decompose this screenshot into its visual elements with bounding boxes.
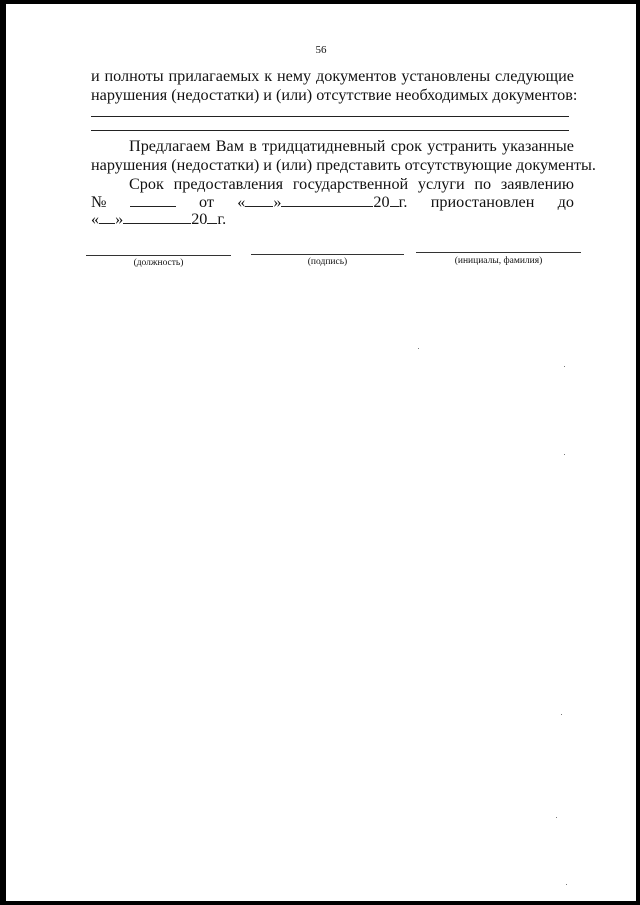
year-suffix: г. (217, 210, 227, 228)
word: и (91, 67, 100, 85)
document-page (6, 4, 636, 901)
word: устранить (427, 137, 497, 155)
word: тридцатидневный (262, 137, 386, 155)
suspended-until-month-field[interactable] (123, 209, 191, 224)
word: приостановлен (430, 193, 535, 211)
scan-speck (561, 714, 562, 715)
paragraph-1-line-1 (91, 67, 574, 86)
word: следующие (494, 67, 574, 85)
word: нему (276, 67, 312, 85)
year-prefix: 20 (191, 210, 208, 228)
application-year-field[interactable] (390, 192, 399, 207)
word: к (264, 67, 273, 85)
paragraph-1-line-2: нарушения (недостатки) и (или) отсутствие необходимых документов: (91, 86, 578, 104)
scan-speck (564, 454, 565, 455)
word: Вам (215, 137, 244, 155)
paragraph-3-line-3 (91, 209, 226, 229)
word: указанные (502, 137, 574, 155)
application-day-field[interactable] (245, 192, 273, 207)
fill-in-line-1[interactable] (91, 116, 569, 117)
word: полноты (104, 67, 164, 85)
year-suffix: г. (398, 193, 408, 211)
year-prefix: 20 (373, 193, 390, 211)
number-sign: № (91, 193, 107, 211)
word: до (557, 193, 574, 211)
word: срок (390, 137, 422, 155)
name-caption: (инициалы, фамилия) (454, 256, 543, 266)
word: установлены (401, 67, 491, 85)
word: Предлагаем (129, 137, 211, 155)
word: по (474, 175, 492, 193)
paragraph-2-line-1 (129, 137, 574, 156)
application-number-field[interactable] (130, 192, 176, 207)
scan-speck (418, 348, 419, 349)
word: заявлению (500, 175, 574, 193)
signature-line[interactable] (251, 254, 404, 255)
word: Срок (129, 175, 164, 193)
scan-speck (556, 817, 557, 818)
application-month-field[interactable] (281, 192, 373, 207)
application-date-group (237, 192, 407, 212)
page-number: 56 (315, 44, 327, 56)
word: предоставления (173, 175, 284, 193)
open-quote: « (237, 193, 246, 211)
word: в (249, 137, 257, 155)
open-quote: « (91, 210, 100, 228)
word: прилагаемых (168, 67, 260, 85)
word: услуги (417, 175, 465, 193)
paragraph-2-line-2: нарушения (недостатки) и (или) представить отсутствующие документы. (91, 156, 596, 174)
word: от (198, 193, 214, 211)
scan-speck (564, 366, 565, 367)
word: государственной (292, 175, 409, 193)
name-signature-line[interactable] (416, 252, 581, 253)
suspended-until-year-field[interactable] (207, 209, 217, 224)
position-caption: (должность) (133, 258, 184, 268)
suspended-until-day-field[interactable] (99, 209, 115, 224)
signature-caption: (подпись) (307, 257, 348, 267)
close-quote: » (115, 210, 124, 228)
close-quote: » (273, 193, 282, 211)
scan-speck (566, 884, 567, 885)
fill-in-line-2[interactable] (91, 130, 569, 131)
word: документов (315, 67, 397, 85)
position-signature-line[interactable] (86, 255, 231, 256)
